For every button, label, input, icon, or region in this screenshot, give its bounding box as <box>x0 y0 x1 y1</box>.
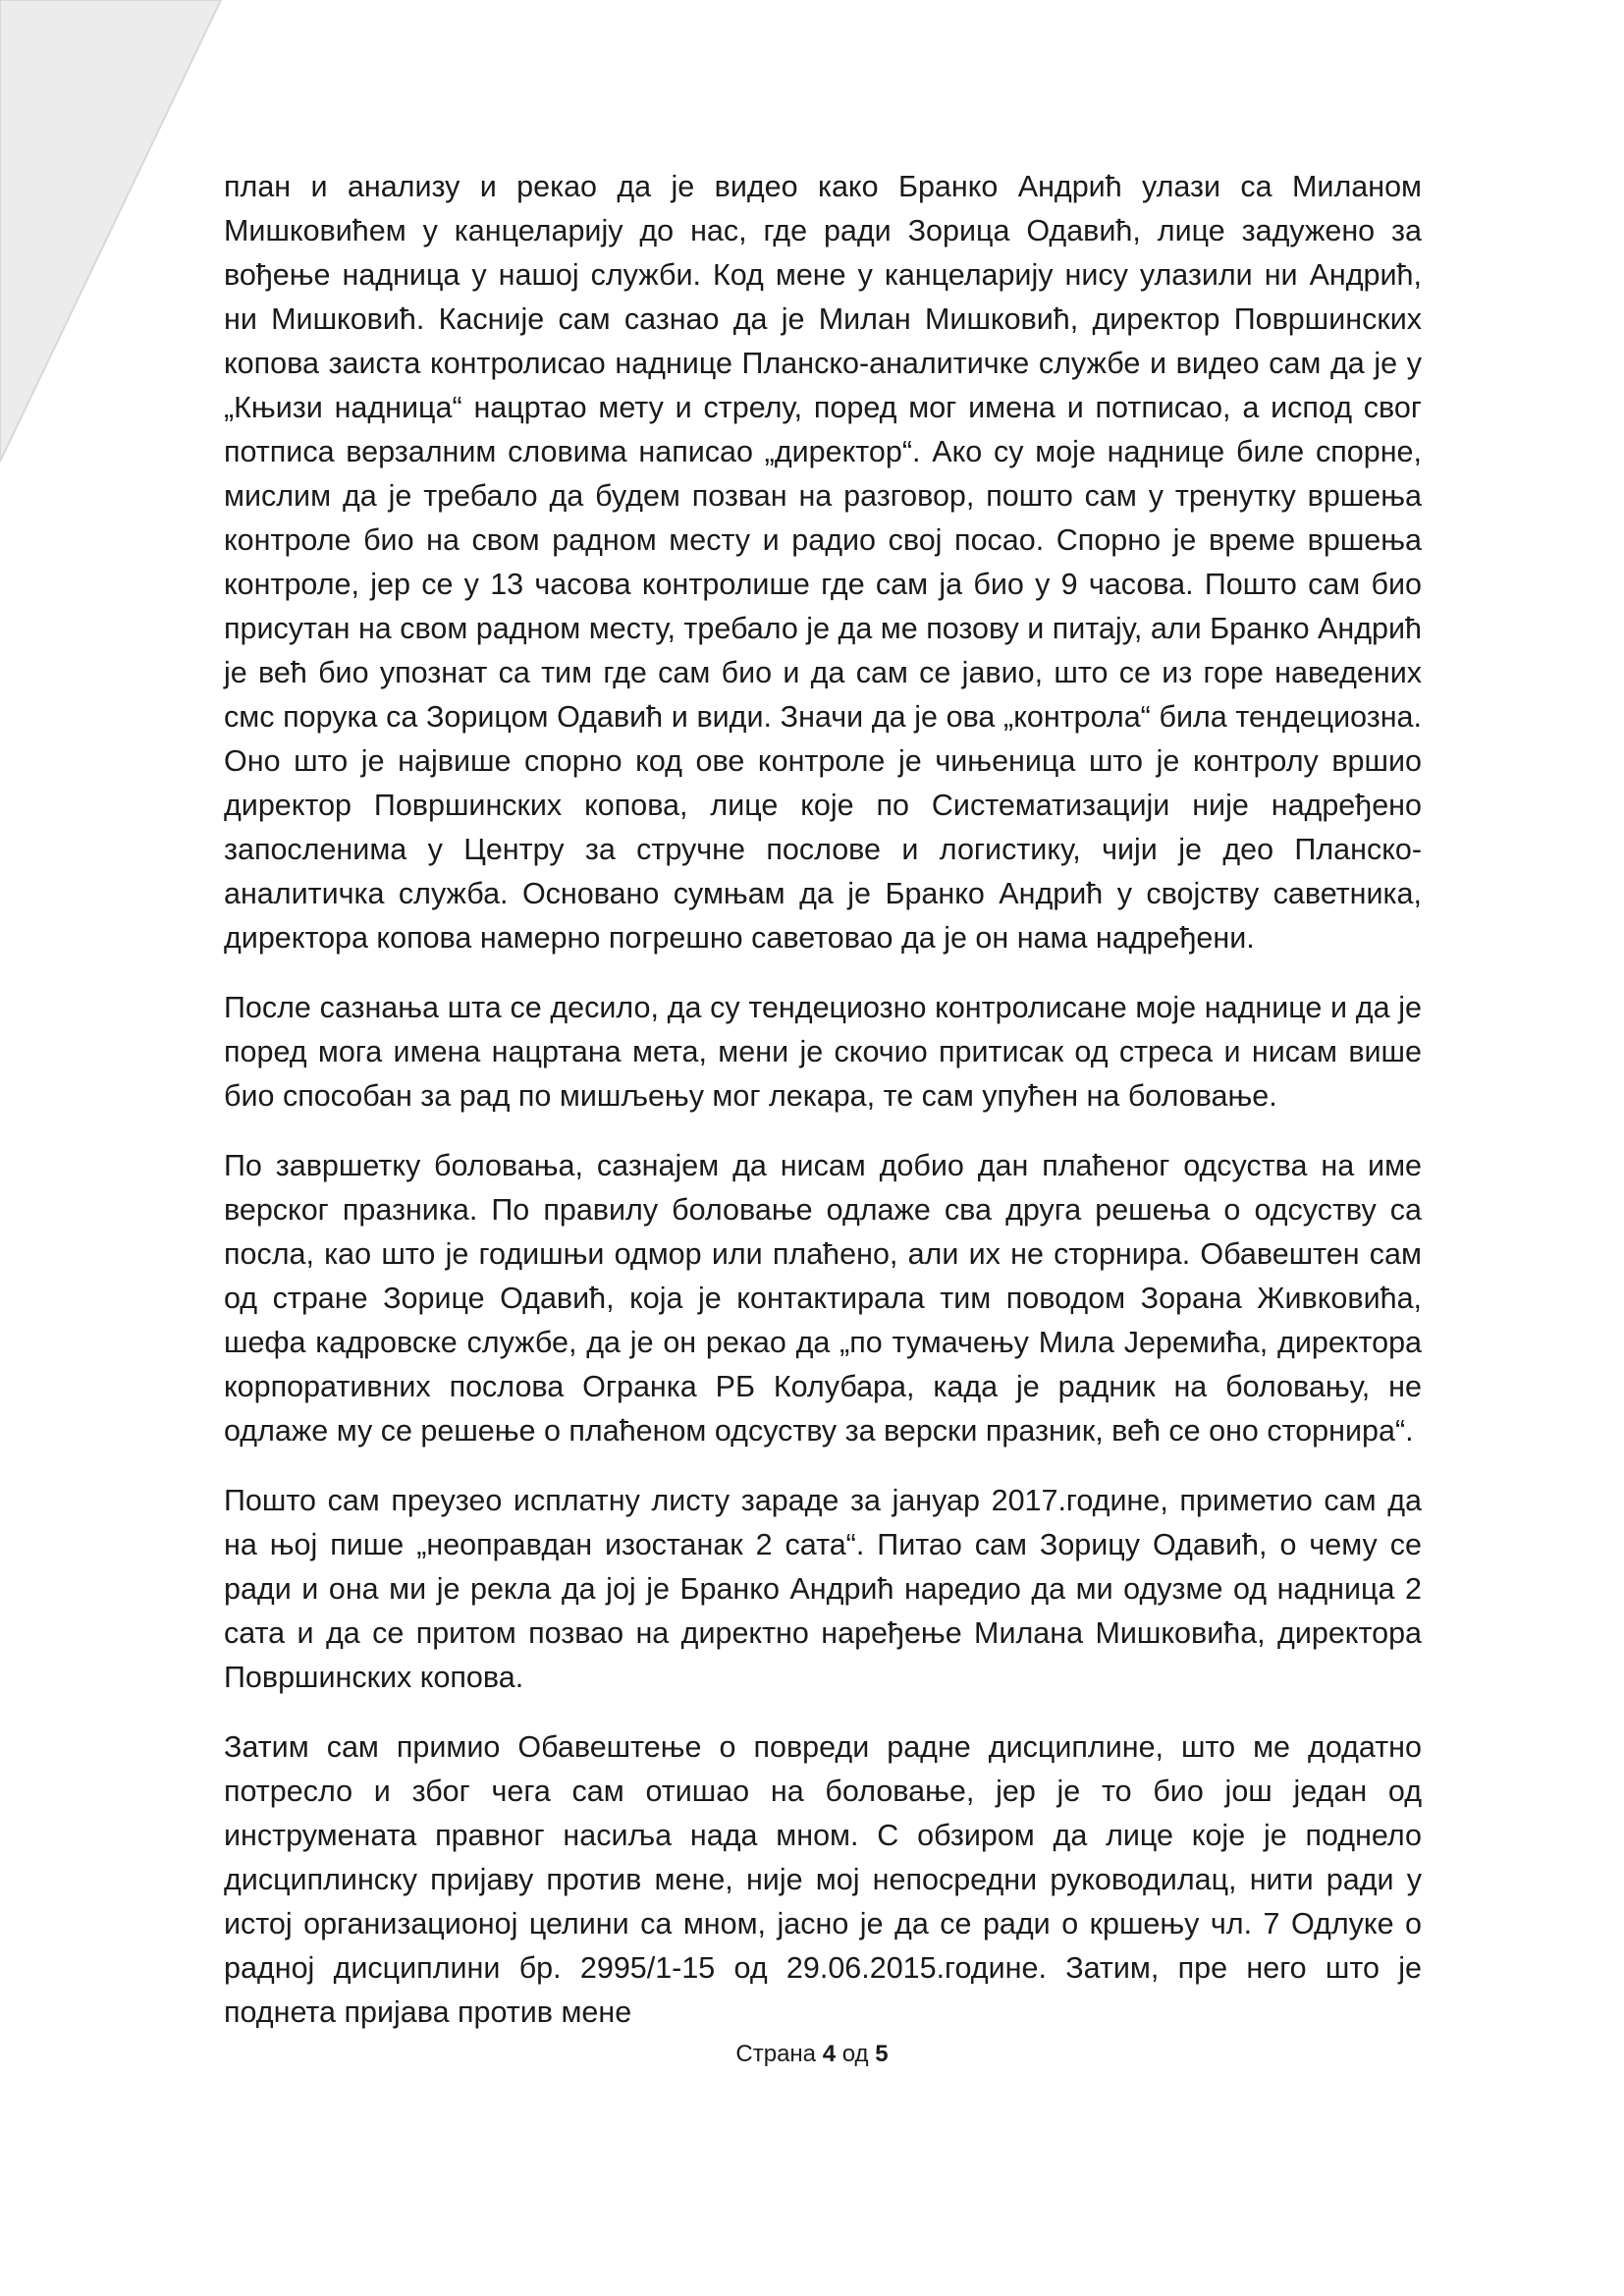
page-number: 4 <box>822 2041 837 2067</box>
paragraph-4: Пошто сам преузео исплатну листу зараде за јануар 2017.године, приметио сам да на њој пише „неоправдан изостанак 2 сата“. Питао сам Зорицу Одавић, о чему се ради и она ми је рекла да јој је Бранко Андрић наредио да ми одузме од надница 2 сата и да се притом позвао на директно наређење Милана Мишковића, директора Површинских копова. <box>224 1484 1422 1694</box>
paragraph-3: По завршетку боловања, сазнајем да нисам добио дан плаћеног одсуства на име верског празника. По правилу боловање одлаже сва друга решења о одсуству са посла, као што је годишњи одмор или плаћено, али их не сторнира. Обавештен сам од стране Зорице Одавић, која је контактирала тим поводом Зорана Живковића, шефа кадровске службе, да је он рекао да „по тумачењу Мила Јеремића, директора корпоративних послова Огранка РБ Колубара, када је радник на боловању, не одлаже му се решење о плаћеном одсуству за верски празник, већ се оно сторнира“. <box>224 1149 1422 1448</box>
page-total: 5 <box>875 2041 889 2067</box>
scanned-page-corner-shadow <box>0 0 255 471</box>
page-footer <box>0 2039 1624 2070</box>
of-label: од <box>841 2041 869 2067</box>
document-body <box>224 165 1422 2035</box>
paragraph-2: После сазнања шта се десило, да су тендециозно контролисане моје наднице и да је поред мога имена нацртана мета, мени је скочио притисак од стреса и нисам више био способан за рад по мишљењу мог лекара, те сам упућен на боловање. <box>224 991 1422 1113</box>
page-label: Страна <box>735 2041 817 2067</box>
paragraph-1: план и анализу и рекао да је видео како Бранко Андрић улази са Миланом Мишковићем у канцеларију до нас, где ради Зорица Одавић, лице задужено за вођење надница у нашој служби. Код мене у канцеларију нису улазили ни Андрић, ни Мишковић. Касније сам сазнао да је Милан Мишковић, директор Површинских копова заиста контролисао наднице Планско-аналитичке службе и видео сам да је у „Књизи надница“ нацртао мету и стрелу, поред мог имена и потписао, а испод свог потписа верзалним словима написао „директор“. Ако су моје наднице биле спорне, мислим да је требало да будем позван на разговор, пошто сам у тренутку вршења контроле био на свом радном месту и радио свој посао. Спорно је време вршења контроле, јер се у 13 часова контролише где сам ја био у 9 часова. Пошто сам био присутан на свом радном месту, требало је да ме позову и питају, али Бранко Андрић је већ био упознат са тим где сам био и да сам се јавио, што се из горе наведених смс порука са Зорицом Одавић и види. Значи да је ова „контрола“ била тендециозна. Оно што је највише спорно код ове контроле је чињеница што је контролу вршио директор Површинских копова, лице које по Систематизацији није надређено запосленима у Центру за стручне послове и логистику, чији је део Планско-аналитичка служба. Основано сумњам да је Бранко Андрић у својству саветника, директора копова намерно погрешно саветовао да је он нама надређени. <box>224 170 1422 955</box>
paragraph-5: Затим сам примио Обавештење о повреди радне дисциплине, што ме додатно потресло и због чега сам отишао на боловање, јер је то био још један од инструмената правног насиља нада мном. С обзиром да лице које је поднело дисциплинску пријаву против мене, није мој непосредни руководилац, нити ради у истој организационој целини са мном, јасно је да се ради о кршењу чл. 7 Одлуке о радној дисциплини бр. 2995/1-15 од 29.06.2015.године. Затим, пре него што је поднета пријава против мене <box>224 1730 1422 2029</box>
